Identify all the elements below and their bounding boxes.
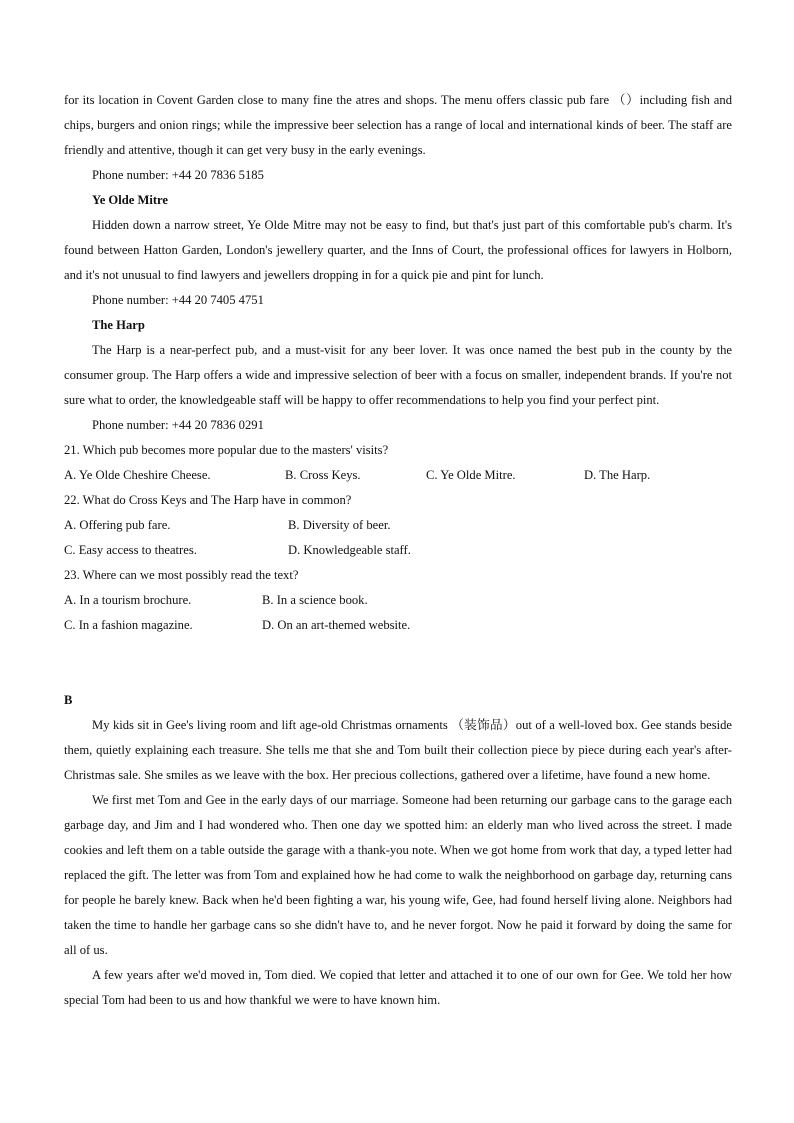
question-21-stem: 21. Which pub becomes more popular due to the masters' visits? — [64, 443, 389, 457]
question-23-option-b: B. In a science book. — [262, 593, 368, 607]
passage-a-section — [64, 88, 732, 638]
section-b-paragraph-1: My kids sit in Gee's living room and lift age-old Christmas ornaments （装饰品）out of a well-loved box. Gee stands beside them, quietly explaining each treasure. She tells me that she and Tom built their collection piece by piece during each year's after-Christmas sale. She smiles as we leave with the box. Her precious collections, gathered over a lifetime, have found a new home. — [64, 718, 732, 782]
question-23-option-c: C. In a fashion magazine. — [64, 618, 193, 632]
question-21-option-b: B. Cross Keys. — [285, 468, 361, 482]
pub-phone-ye-olde-mitre: Phone number: +44 20 7405 4751 — [92, 293, 264, 307]
pub-phone-the-harp: Phone number: +44 20 7836 0291 — [92, 418, 264, 432]
question-21-options — [64, 463, 732, 488]
question-21-option-c: C. Ye Olde Mitre. — [426, 468, 516, 482]
passage-b-section — [64, 688, 732, 1013]
section-b-paragraph-3: A few years after we'd moved in, Tom died. We copied that letter and attached it to one of our own for Gee. We told her how special Tom had been to us and how thankful we were to have known him. — [64, 968, 732, 1007]
pub-heading-the-harp: The Harp — [92, 318, 145, 332]
question-23-stem: 23. Where can we most possibly read the text? — [64, 568, 299, 582]
question-22-stem: 22. What do Cross Keys and The Harp have in common? — [64, 493, 352, 507]
pub-description-ye-olde-mitre: Hidden down a narrow street, Ye Olde Mitre may not be easy to find, but that's just part of this comfortable pub's charm. It's found between Hatton Garden, London's jewellery quarter, and the Inns of Court, the professional offices for lawyers in Holborn, and it's not unusual to find lawyers and jewellers dropping in for a quick pie and pint for lunch. — [64, 218, 732, 282]
pub-continuation-phone: Phone number: +44 20 7836 5185 — [92, 168, 264, 182]
question-21-option-a: A. Ye Olde Cheshire Cheese. — [64, 468, 211, 482]
question-23-option-d: D. On an art-themed website. — [262, 618, 411, 632]
question-22-option-b: B. Diversity of beer. — [288, 518, 391, 532]
question-22-option-a: A. Offering pub fare. — [64, 518, 171, 532]
question-22-option-d: D. Knowledgeable staff. — [288, 543, 411, 557]
question-22-option-c: C. Easy access to theatres. — [64, 543, 197, 557]
section-b-label: B — [64, 693, 73, 707]
question-22-options — [64, 513, 732, 563]
question-23-options — [64, 588, 732, 638]
pub-continuation-text: for its location in Covent Garden close to many fine the atres and shops. The menu offers classic pub fare （）including fish and chips, burgers and onion rings; while the impressive beer selection has a range of local and international kinds of beer. The staff are friendly and attentive, though it can get very busy in the early evenings. — [64, 93, 732, 157]
question-21-option-d: D. The Harp. — [584, 468, 651, 482]
question-23-option-a: A. In a tourism brochure. — [64, 593, 192, 607]
pub-heading-ye-olde-mitre: Ye Olde Mitre — [92, 193, 169, 207]
pub-description-the-harp: The Harp is a near-perfect pub, and a must-visit for any beer lover. It was once named the best pub in the county by the consumer group. The Harp offers a wide and impressive selection of beer with a focus on smaller, independent brands. If you're not sure what to order, the knowledgeable staff will be happy to offer recommendations to help you find your perfect pint. — [64, 343, 732, 407]
section-b-paragraph-2: We first met Tom and Gee in the early days of our marriage. Someone had been returning our garbage cans to the garage each garbage day, and Jim and I had wondered who. Then one day we spotted him: an elderly man who lived across the street. I made cookies and left them on a table outside the garage with a thank-you note. When we got home from work that day, a typed letter had replaced the gift. The letter was from Tom and explained how he had come to walk the neighborhood on garbage day, returning cans for people he barely knew. Back when he'd been fighting a war, his young wife, Gee, had found herself living alone. Neighbors had taken the time to handle her garbage cans so she didn't have to, and he never forgot. Now he paid it forward by doing the same for all of us. — [64, 793, 732, 957]
